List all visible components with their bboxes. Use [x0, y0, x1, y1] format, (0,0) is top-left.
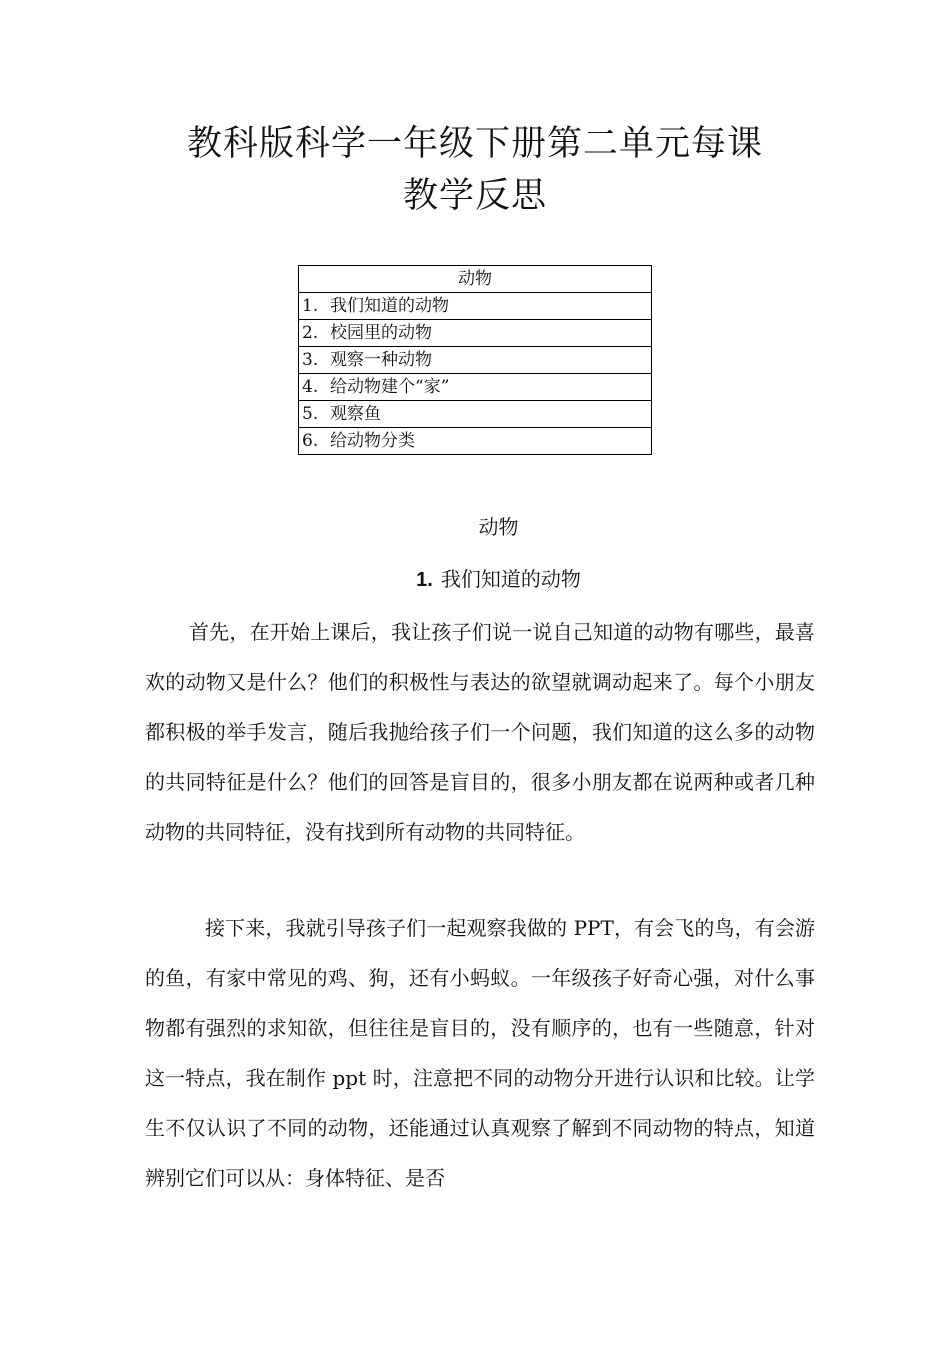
toc-item-number: 4. — [302, 377, 319, 397]
section-title: 动物 — [478, 515, 519, 539]
table-row — [299, 320, 652, 347]
toc-item — [299, 401, 652, 428]
lesson-number: 1. — [416, 569, 433, 591]
toc-item-label: 给动物建个“家” — [330, 377, 450, 397]
toc-item-number: 3. — [302, 350, 319, 370]
toc-item — [299, 428, 652, 455]
toc-item-number: 6. — [302, 431, 319, 451]
toc-item — [299, 374, 652, 401]
title-line-2: 教学反思 — [402, 176, 547, 216]
toc-item-number: 1. — [302, 296, 319, 316]
table-row — [299, 347, 652, 374]
toc-item — [299, 320, 652, 347]
table-row — [299, 293, 652, 320]
body-paragraph-1: 首先，在开始上课后，我让孩子们说一说自己知道的动物有哪些，最喜欢的动物又是什么？他们的积极性与表达的欲望就调动起来了。每个小朋友都积极的举手发言，随后我抛给孩子们一个问题，我们知道的这么多的动物的共同特征是什么？他们的回答是盲目的，很多小朋友都在说两种或者几种动物的共同特征，没有找到所有动物的共同特征。 — [145, 620, 815, 844]
lesson-heading — [0, 564, 950, 595]
toc-item-label: 校园里的动物 — [330, 323, 432, 343]
table-row — [299, 401, 652, 428]
toc-item-number: 5. — [302, 404, 319, 424]
toc-item-label: 观察鱼 — [330, 404, 381, 424]
toc-item-number: 2. — [302, 323, 319, 343]
table-of-contents — [298, 265, 652, 455]
toc-header: 动物 — [299, 266, 652, 293]
body-paragraph-2: 接下来，我就引导孩子们一起观察我做的 PPT，有会飞的鸟，有会游的鱼，有家中常见的鸡、狗，还有小蚂蚁。一年级孩子好奇心强，对什么事物都有强烈的求知欲，但往往是盲目的，没有顺序的，也有一些随意，针对这一特点，我在制作 ppt 时，注意把不同的动物分开进行认识和比较。让学生不仅认识了不同的动物，还能通过认真观察了解到不同动物的特点，知道辨别它们可以从：身体特征、是否 — [145, 916, 815, 1190]
table-row — [299, 374, 652, 401]
toc-item-label: 观察一种动物 — [330, 350, 432, 370]
lesson-title: 我们知道的动物 — [440, 567, 581, 591]
toc-item — [299, 293, 652, 320]
toc-item-label: 我们知道的动物 — [330, 296, 449, 316]
toc-item — [299, 347, 652, 374]
table-row — [299, 428, 652, 455]
toc-header-row — [299, 266, 652, 293]
title-line-1: 教科版科学一年级下册第二单元每课 — [186, 124, 763, 164]
document-title — [0, 118, 950, 222]
toc-item-label: 给动物分类 — [330, 431, 415, 451]
